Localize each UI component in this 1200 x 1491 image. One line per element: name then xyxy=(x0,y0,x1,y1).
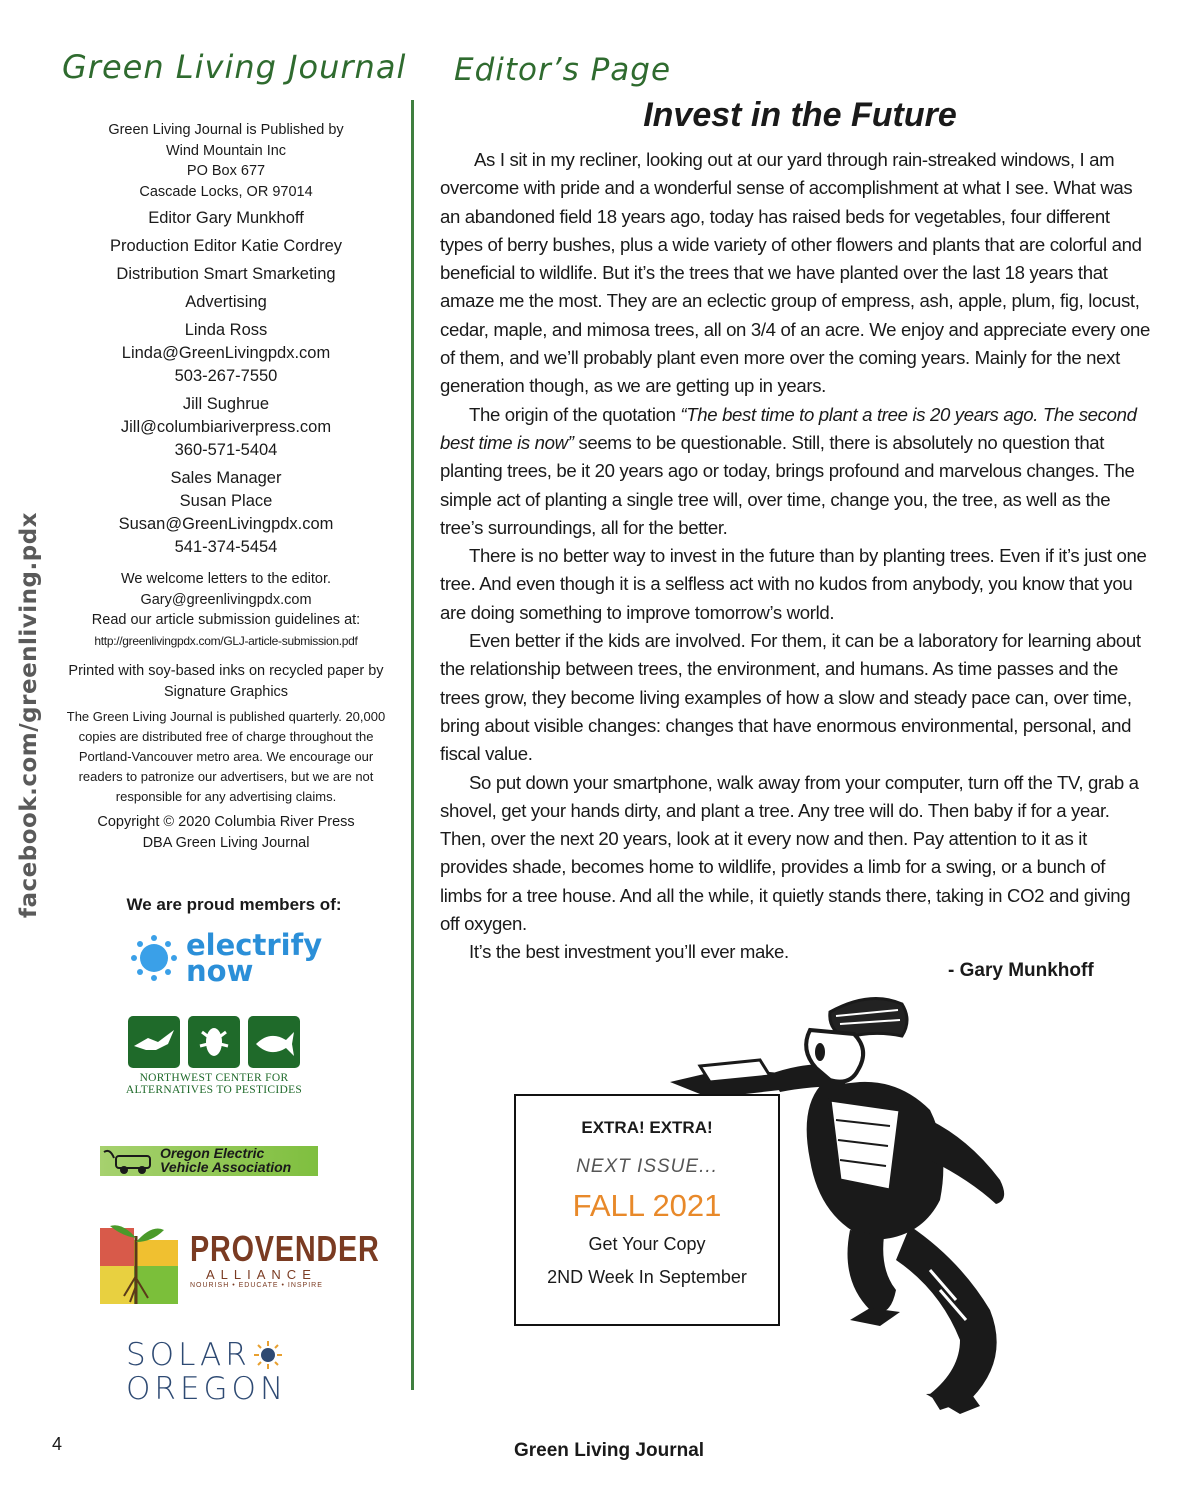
issue-name: FALL 2021 xyxy=(572,1188,722,1223)
section-title: Editor’s Page xyxy=(454,52,672,88)
extra-headline: EXTRA! EXTRA! xyxy=(581,1118,713,1137)
sun-icon xyxy=(253,1340,283,1370)
ad-contact-name: Jill Sughrue xyxy=(182,395,270,413)
nwcap-logo[interactable] xyxy=(122,1016,306,1096)
sales-email[interactable]: Susan@GreenLivingpdx.com xyxy=(118,515,334,533)
provender-tagline: NOURISH • EDUCATE • INSPIRE xyxy=(190,1282,323,1289)
byline: - Gary Munkhoff xyxy=(948,960,1094,981)
oeva-name-line2: Vehicle Association xyxy=(160,1159,292,1175)
oregon-text: OREGON xyxy=(126,1371,288,1407)
issue-date: 2ND Week In September xyxy=(547,1267,747,1287)
provender-alliance-logo[interactable] xyxy=(100,1216,427,1304)
advertising-heading: Advertising xyxy=(185,293,267,311)
article-paragraph: As I sit in my recliner, looking out at our yard through rain-streaked windows, I am overcome with pride and a wonderful sense of accomplishment at what I see. What was an abandoned field 18 years ago, today has raised beds for vegetables, four different types of berry bushes, plus a wide variety of other flowers and plants that are colorful and beneficial to wildlife. But it’s the trees that we have planted over the last 18 years that amaze me the most. They are an eclectic group of empress, ash, apple, plum, fig, locust, cedar, maple, and mimosa trees, all on 3/4 of an acre. We enjoy and appreciate every one of them, and we’ll probably plant even more over the coming years. Mainly for the next generation though, as we are getting up in years. xyxy=(440,149,1150,397)
distribution-note: responsible for any advertising claims. xyxy=(115,789,337,804)
copyright: Copyright © 2020 Columbia River Press xyxy=(97,814,355,830)
article-paragraph: The origin of the quotation “The best time to plant a tree is 20 years ago. The second best time is now” seems to be questionable. Still, there is absolutely no question that planting trees, be it 20 years ago or today, brings profound and marvelous changes. The simple act of planting a single tree will, over time, change you, the tree, as well as the tree’s surroundings, all for the better. xyxy=(440,403,1137,538)
bird-icon xyxy=(128,1016,180,1068)
facebook-link[interactable]: facebook.com/greenliving.pdx xyxy=(16,511,42,918)
electrify-text: electrify xyxy=(186,928,323,962)
journal-title: Green Living Journal xyxy=(62,48,407,86)
article-body xyxy=(440,146,1150,967)
publisher-line: Wind Mountain Inc xyxy=(165,142,287,159)
article-paragraph: So put down your smartphone, walk away from your computer, turn off the TV, grab a shovel, get your hands dirty, and plant a tree. Any tree will do. Then baby if for a year. Then, over the next 20 years, look at it every now and then. Pay attention to it as it provides shade, becomes home to wildlife, provides a limb for a swing, or a bunch of limbs for a tree house. And all the while, it quietly stands there, taking in CO2 and giving off oxygen. xyxy=(440,771,1139,935)
letters-note: We welcome letters to the editor. xyxy=(120,571,332,587)
sales-phone: 541-374-5454 xyxy=(174,538,278,556)
car-plug-icon xyxy=(102,1146,158,1176)
electrify-now-logo[interactable] xyxy=(130,928,323,988)
oeva-name-line1: Oregon Electric xyxy=(160,1145,265,1161)
article-title: Invest in the Future xyxy=(643,96,957,134)
insect-icon xyxy=(188,1016,240,1068)
production-editor-credit: Production Editor Katie Cordrey xyxy=(109,237,343,255)
distribution-credit: Distribution Smart Smarketing xyxy=(116,265,336,283)
sales-heading: Sales Manager xyxy=(170,469,282,487)
electrify-burst-icon xyxy=(130,934,178,982)
sales-name: Susan Place xyxy=(179,492,273,510)
publisher-line: PO Box 677 xyxy=(186,163,266,179)
solar-text: SOLAR xyxy=(126,1337,251,1373)
ad-contact-email[interactable]: Linda@GreenLivingpdx.com xyxy=(121,344,331,362)
letters-email[interactable]: Gary@greenlivingpdx.com xyxy=(140,591,312,608)
masthead xyxy=(50,120,402,853)
ad-contact-phone: 503-267-7550 xyxy=(174,367,278,385)
next-issue-label: NEXT ISSUE... xyxy=(576,1156,718,1177)
next-issue-box xyxy=(514,1094,780,1326)
distribution-note: Portland-Vancouver metro area. We encourage our xyxy=(78,749,374,764)
footer-title: Green Living Journal xyxy=(514,1440,705,1461)
tree-quotation: “The best time to plant a tree is 20 years ago. The second best time is now” xyxy=(440,403,1137,453)
printing-note: Signature Graphics xyxy=(163,683,289,700)
distribution-note: copies are distributed free of charge throughout the xyxy=(78,729,374,744)
get-copy-text: Get Your Copy xyxy=(588,1234,706,1254)
column-divider xyxy=(411,100,414,1390)
copyright: DBA Green Living Journal xyxy=(142,834,310,851)
provender-text: PROVENDER xyxy=(190,1228,380,1269)
article-paragraph: Even better if the kids are involved. For them, it can be a laboratory for learning about the relationship between trees, the environment, and humans. As time passes and the trees grow, they become living examples of how a slow and steady pace can, over time, bring about visible changes: changes that have enormous environmental, personal, and fiscal value. xyxy=(440,630,1141,765)
sprout-icon xyxy=(100,1216,178,1304)
members-heading: We are proud members of: xyxy=(126,895,342,914)
guidelines-link[interactable]: http://greenlivingpdx.com/GLJ-article-submission.pdf xyxy=(94,633,358,648)
publisher-line: Cascade Locks, OR 97014 xyxy=(139,183,313,200)
ad-contact-email[interactable]: Jill@columbiariverpress.com xyxy=(120,418,332,436)
solar-oregon-logo[interactable] xyxy=(126,1338,287,1406)
editor-credit: Editor Gary Munkhoff xyxy=(148,209,304,227)
now-text: now xyxy=(186,954,254,988)
publisher-line: Green Living Journal is Published by xyxy=(108,122,344,138)
nwcap-name: NORTHWEST CENTER FOR xyxy=(139,1072,289,1084)
article-paragraph: There is no better way to invest in the future than by planting trees. Even if it’s just one tree. And even though it is a selfless act with no kudos from anybody, you know that you are doing something to improve tomorrow’s world. xyxy=(440,545,1147,623)
oeva-logo[interactable] xyxy=(100,1146,318,1176)
article-paragraph: It’s the best investment you’ll ever make. xyxy=(469,941,789,963)
printing-note: Printed with soy-based inks on recycled paper by xyxy=(68,663,384,679)
ad-contact-name: Linda Ross xyxy=(184,321,268,339)
distribution-note: readers to patronize our advertisers, but we are not xyxy=(78,769,374,784)
alliance-text: ALLIANCE xyxy=(206,1267,317,1282)
distribution-note: The Green Living Journal is published quarterly. 20,000 xyxy=(66,709,386,724)
guidelines-note: Read our article submission guidelines at: xyxy=(91,612,361,628)
page-number: 4 xyxy=(52,1434,63,1454)
nwcap-name: ALTERNATIVES TO PESTICIDES xyxy=(125,1084,303,1096)
fish-icon xyxy=(248,1016,300,1068)
ad-contact-phone: 360-571-5404 xyxy=(174,441,278,459)
